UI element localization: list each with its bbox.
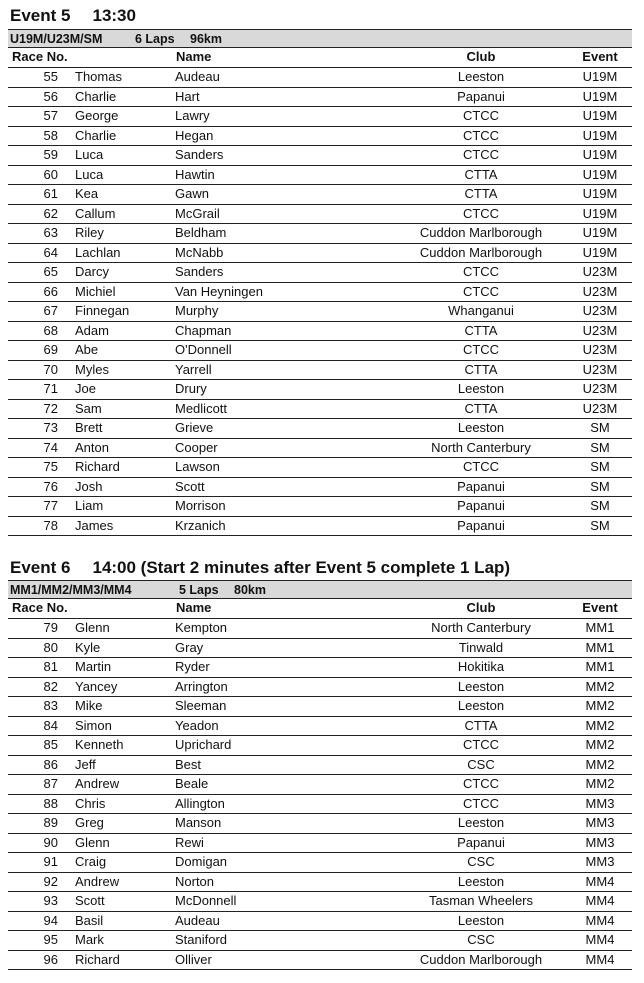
first-name: Richard [75, 459, 120, 474]
category-label: U19M/U23M/SM [10, 32, 103, 46]
first-name: Jeff [75, 756, 96, 772]
race-number: 72 [43, 400, 58, 416]
table-row [8, 619, 632, 639]
club-name: CTTA [464, 322, 498, 338]
last-name: O'Donnell [175, 342, 232, 357]
last-name: McNabb [175, 244, 224, 260]
event-title [10, 556, 510, 580]
table-row [8, 322, 632, 342]
laps-label: 6 Laps [135, 32, 175, 46]
race-number: 89 [43, 815, 58, 830]
distance-label: 96km [190, 32, 222, 46]
event-category: U19M [582, 108, 618, 123]
table-row [8, 341, 632, 361]
event-title [10, 4, 136, 28]
race-number: 92 [43, 873, 58, 889]
first-name: Abe [75, 342, 99, 357]
event-category: U23M [582, 342, 618, 357]
distance-label: 80km [234, 583, 266, 597]
category-band [8, 580, 632, 599]
first-name: Sam [75, 400, 102, 416]
header-event: Event [582, 49, 618, 64]
event-category: MM2 [585, 717, 615, 733]
first-name: Kea [75, 186, 99, 201]
last-name: Domigan [175, 854, 228, 869]
club-name: Whanganui [448, 303, 514, 318]
last-name: Staniford [175, 932, 228, 947]
event-category: U19M [582, 205, 618, 221]
table-row [8, 951, 632, 971]
race-number: 61 [43, 186, 58, 201]
club-name: CTTA [464, 717, 498, 733]
table-row [8, 478, 632, 498]
table-row [8, 205, 632, 225]
event-category: MM3 [585, 854, 615, 869]
race-number: 73 [43, 420, 58, 435]
club-name: Papanui [457, 834, 505, 850]
event-category: MM2 [585, 737, 615, 752]
club-name: CTTA [464, 166, 498, 182]
club-name: CTCC [462, 795, 500, 811]
event-time: 13:30 [92, 6, 136, 25]
table-row [8, 497, 632, 517]
last-name: Olliver [175, 951, 212, 967]
last-name: Drury [175, 381, 207, 396]
last-name: Hawtin [175, 166, 215, 182]
table-row [8, 107, 632, 127]
race-number: 82 [43, 678, 58, 694]
category-band [8, 29, 632, 48]
club-name: Leeston [457, 873, 505, 889]
last-name: Van Heyningen [175, 283, 263, 299]
event-category: MM2 [585, 756, 615, 772]
first-name: Finnegan [75, 303, 130, 318]
race-number: 91 [43, 854, 58, 869]
last-name: Uprichard [175, 737, 232, 752]
table-row [8, 380, 632, 400]
last-name: Lawson [175, 459, 220, 474]
table-row [8, 717, 632, 737]
event-name: Event 5 [10, 6, 71, 25]
race-number: 86 [43, 756, 58, 772]
event-category: U23M [582, 283, 618, 299]
club-name: CTTA [464, 400, 498, 416]
last-name: Gray [175, 639, 204, 655]
event-category: MM4 [585, 932, 615, 947]
event-category: SM [590, 498, 610, 513]
table-row [8, 678, 632, 698]
event-category: MM3 [585, 795, 615, 811]
event-category: U19M [582, 88, 618, 104]
first-name: Charlie [75, 127, 117, 143]
race-number: 83 [43, 698, 58, 713]
club-name: Tasman Wheelers [428, 893, 534, 908]
table-row [8, 834, 632, 854]
club-name: CTTA [464, 361, 498, 377]
first-name: Simon [75, 717, 112, 733]
first-name: Josh [75, 478, 103, 494]
club-name: CTCC [462, 459, 500, 474]
header-club: Club [466, 600, 496, 615]
club-name: CTCC [462, 737, 500, 752]
club-name: Leeston [457, 912, 505, 928]
event-category: MM1 [585, 659, 615, 674]
table-row [8, 639, 632, 659]
club-name: Hokitika [457, 659, 505, 674]
first-name: Charlie [75, 88, 117, 104]
first-name: Mark [75, 932, 104, 947]
race-number: 71 [43, 381, 58, 396]
club-name: Leeston [457, 69, 505, 84]
table-row [8, 517, 632, 537]
last-name: Yarrell [175, 361, 212, 377]
table-row [8, 853, 632, 873]
club-name: CTCC [462, 264, 500, 279]
first-name: James [75, 517, 114, 533]
first-name: Basil [75, 912, 104, 928]
last-name: Chapman [175, 322, 232, 338]
event-category: U19M [582, 147, 618, 162]
first-name: Chris [75, 795, 106, 811]
header-event: Event [582, 600, 618, 615]
event-category: MM2 [585, 698, 615, 713]
event-category: U23M [582, 400, 618, 416]
first-name: Mike [75, 698, 103, 713]
event-category: U23M [582, 381, 618, 396]
first-name: Luca [75, 166, 104, 182]
last-name: Murphy [175, 303, 219, 318]
event-category: U19M [582, 69, 618, 84]
event-category: U23M [582, 264, 618, 279]
race-number: 55 [43, 69, 58, 84]
event-category: U19M [582, 127, 618, 143]
event-category: U23M [582, 303, 618, 318]
club-name: Tinwald [458, 639, 504, 655]
table-header [8, 48, 632, 68]
first-name: Riley [75, 225, 104, 240]
header-name: Name [176, 600, 212, 615]
race-number: 84 [43, 717, 58, 733]
table-row [8, 185, 632, 205]
first-name: George [75, 108, 119, 123]
last-name: Hart [175, 88, 200, 104]
first-name: Andrew [75, 776, 120, 791]
first-name: Yancey [75, 678, 118, 694]
event-category: U19M [582, 186, 618, 201]
event-category: SM [590, 517, 610, 533]
first-name: Glenn [75, 620, 110, 635]
last-name: McGrail [175, 205, 220, 221]
table-row [8, 127, 632, 147]
last-name: Ryder [175, 659, 210, 674]
table-row [8, 166, 632, 186]
club-name: CTCC [462, 342, 500, 357]
first-name: Luca [75, 147, 104, 162]
last-name: Kempton [175, 620, 228, 635]
race-number: 75 [43, 459, 58, 474]
table-row [8, 756, 632, 776]
last-name: Grieve [175, 420, 214, 435]
club-name: CTCC [462, 108, 500, 123]
club-name: Papanui [457, 498, 505, 513]
first-name: Richard [75, 951, 120, 967]
laps-label: 5 Laps [179, 583, 219, 597]
table-row [8, 224, 632, 244]
event-category: U23M [582, 361, 618, 377]
first-name: Joe [75, 381, 96, 396]
first-name: Andrew [75, 873, 120, 889]
event-category: SM [590, 420, 610, 435]
club-name: Papanui [457, 517, 505, 533]
race-number: 78 [43, 517, 58, 533]
last-name: Yeadon [175, 717, 219, 733]
event-category: MM4 [585, 951, 615, 967]
race-number: 95 [43, 932, 58, 947]
table-row [8, 736, 632, 756]
table-header [8, 599, 632, 619]
header-club: Club [466, 49, 496, 64]
race-number: 79 [43, 620, 58, 635]
first-name: Greg [75, 815, 104, 830]
race-number: 59 [43, 147, 58, 162]
table-row [8, 244, 632, 264]
first-name: Myles [75, 361, 109, 377]
last-name: Gawn [175, 186, 209, 201]
first-name: Craig [75, 854, 107, 869]
first-name: Glenn [75, 834, 110, 850]
club-name: Leeston [457, 420, 505, 435]
race-number: 66 [43, 283, 58, 299]
header-name: Name [176, 49, 212, 64]
club-name: Cuddon Marlborough [419, 225, 543, 240]
race-number: 87 [43, 776, 58, 791]
race-number: 57 [43, 108, 58, 123]
event-name: Event 6 [10, 558, 71, 577]
race-number: 68 [43, 322, 58, 338]
first-name: Martin [75, 659, 112, 674]
table-row [8, 795, 632, 815]
last-name: Sleeman [175, 698, 227, 713]
first-name: Liam [75, 498, 104, 513]
last-name: Morrison [175, 498, 226, 513]
last-name: Best [175, 756, 202, 772]
club-name: CTCC [462, 205, 500, 221]
club-name: CTCC [462, 147, 500, 162]
first-name: Adam [75, 322, 109, 338]
event-category: SM [590, 439, 610, 455]
event-category: SM [590, 478, 610, 494]
race-number: 65 [43, 264, 58, 279]
club-name: Leeston [457, 815, 505, 830]
table-row [8, 814, 632, 834]
last-name: Manson [175, 815, 222, 830]
last-name: Norton [175, 873, 215, 889]
first-name: Lachlan [75, 244, 121, 260]
last-name: Audeau [175, 912, 220, 928]
last-name: Sanders [175, 147, 224, 162]
club-name: CSC [467, 932, 495, 947]
table-row [8, 458, 632, 478]
club-name: Leeston [457, 698, 505, 713]
race-number: 85 [43, 737, 58, 752]
event-category: MM4 [585, 873, 615, 889]
club-name: Leeston [457, 381, 505, 396]
club-name: Leeston [457, 678, 505, 694]
table-row [8, 419, 632, 439]
last-name: Beldham [175, 225, 227, 240]
race-number: 76 [43, 478, 58, 494]
last-name: Sanders [175, 264, 224, 279]
last-name: Medlicott [175, 400, 228, 416]
table-row [8, 873, 632, 893]
first-name: Scott [75, 893, 105, 908]
event-category: U19M [582, 225, 618, 240]
table-row [8, 88, 632, 108]
club-name: Cuddon Marlborough [419, 951, 543, 967]
race-number: 63 [43, 225, 58, 240]
last-name: Cooper [175, 439, 218, 455]
table-row [8, 912, 632, 932]
event-category: MM4 [585, 912, 615, 928]
race-number: 90 [43, 834, 58, 850]
club-name: CSC [467, 756, 495, 772]
club-name: CTCC [462, 283, 500, 299]
event-category: U23M [582, 322, 618, 338]
first-name: Kenneth [75, 737, 124, 752]
table-row [8, 400, 632, 420]
table-row [8, 439, 632, 459]
table-row [8, 931, 632, 951]
race-number: 77 [43, 498, 58, 513]
table-row [8, 302, 632, 322]
last-name: Arrington [175, 678, 228, 694]
last-name: Scott [175, 478, 205, 494]
last-name: Krzanich [175, 517, 226, 533]
club-name: Papanui [457, 478, 505, 494]
table-row [8, 146, 632, 166]
race-number: 74 [43, 439, 58, 455]
race-number: 58 [43, 127, 58, 143]
club-name: North Canterbury [431, 620, 531, 635]
event-category: U19M [582, 166, 618, 182]
table-row [8, 658, 632, 678]
club-name: CTTA [464, 186, 498, 201]
event-category: MM3 [585, 834, 615, 850]
last-name: Hegan [175, 127, 214, 143]
club-name: North Canterbury [431, 439, 531, 455]
event-category: MM3 [585, 815, 615, 830]
table-row [8, 775, 632, 795]
first-name: Callum [75, 205, 116, 221]
last-name: Allington [175, 795, 225, 811]
first-name: Michiel [75, 283, 116, 299]
first-name: Thomas [75, 69, 122, 84]
race-number: 60 [43, 166, 58, 182]
table-row [8, 68, 632, 88]
event-category: MM4 [585, 893, 615, 908]
race-number: 56 [43, 88, 58, 104]
race-number: 88 [43, 795, 58, 811]
club-name: CTCC [462, 127, 500, 143]
last-name: Rewi [175, 834, 204, 850]
last-name: Lawry [175, 108, 210, 123]
event-category: MM2 [585, 678, 615, 694]
race-number: 80 [43, 639, 58, 655]
table-row [8, 263, 632, 283]
race-number: 94 [43, 912, 58, 928]
event-category: MM1 [585, 620, 615, 635]
header-race-no: Race No. [12, 600, 68, 615]
first-name: Kyle [75, 639, 101, 655]
event-category: MM2 [585, 776, 615, 791]
last-name: McDonnell [175, 893, 237, 908]
race-number: 64 [43, 244, 58, 260]
last-name: Audeau [175, 69, 220, 84]
race-number: 62 [43, 205, 58, 221]
race-number: 96 [43, 951, 58, 967]
table-row [8, 892, 632, 912]
event-category: U19M [582, 244, 618, 260]
category-label: MM1/MM2/MM3/MM4 [10, 583, 132, 597]
club-name: CTCC [462, 776, 500, 791]
first-name: Brett [75, 420, 103, 435]
header-race-no: Race No. [12, 49, 68, 64]
race-number: 70 [43, 361, 58, 377]
race-number: 69 [43, 342, 58, 357]
event-category: MM1 [585, 639, 615, 655]
race-number: 81 [43, 659, 58, 674]
first-name: Darcy [75, 264, 109, 279]
event-category: SM [590, 459, 610, 474]
club-name: Papanui [457, 88, 505, 104]
event-time: 14:00 (Start 2 minutes after Event 5 complete 1 Lap) [92, 558, 511, 577]
club-name: Cuddon Marlborough [419, 244, 543, 260]
first-name: Anton [75, 439, 109, 455]
table-row [8, 697, 632, 717]
race-number: 93 [43, 893, 58, 908]
table-row [8, 283, 632, 303]
club-name: CSC [467, 854, 495, 869]
last-name: Beale [175, 776, 209, 791]
race-number: 67 [43, 303, 58, 318]
table-row [8, 361, 632, 381]
